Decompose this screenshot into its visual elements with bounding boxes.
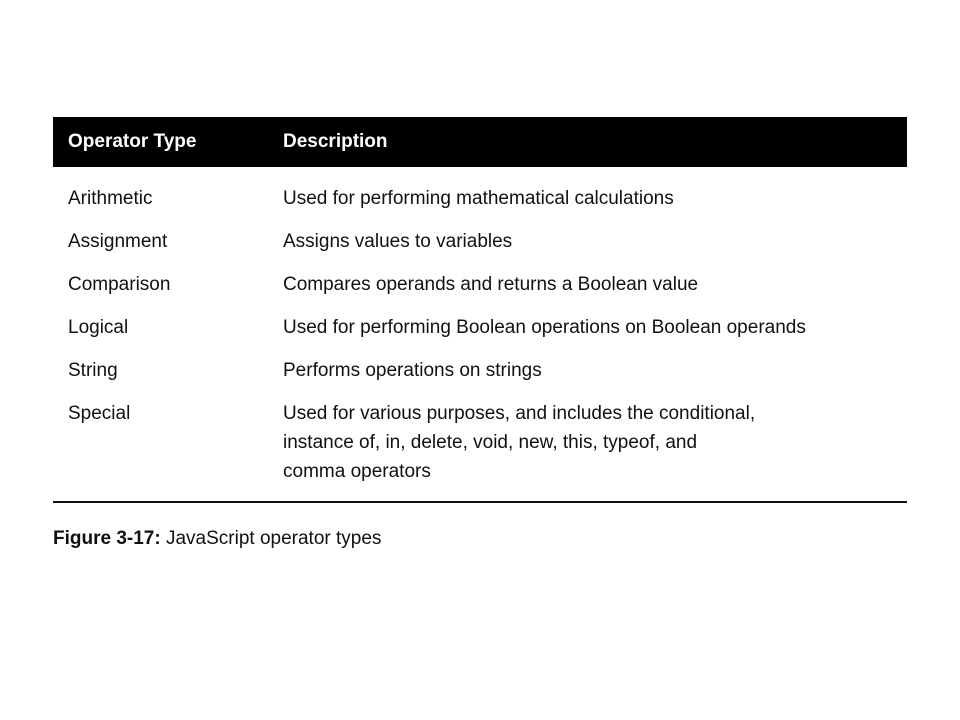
row-operator-type: Logical (68, 317, 129, 338)
table-row (53, 392, 907, 501)
header-description: Description (283, 131, 388, 152)
row-operator-type: String (68, 360, 118, 381)
header-operator-type: Operator Type (68, 131, 197, 152)
caption-label: Figure 3-17: (53, 528, 161, 549)
figure-caption (53, 528, 907, 550)
row-operator-type: Comparison (68, 274, 171, 295)
table-header-row (53, 117, 907, 167)
row-description: Performs operations on strings (283, 360, 542, 381)
table-row (53, 167, 907, 220)
description-line: comma operators (283, 461, 431, 482)
row-description: Used for performing Boolean operations on Boolean operands (283, 317, 806, 338)
description-line: instance of, in, delete, void, new, this, typeof, and (283, 432, 698, 453)
row-operator-type: Special (68, 403, 131, 424)
caption-text: JavaScript operator types (160, 528, 382, 549)
table-row (53, 263, 907, 306)
row-description: Assigns values to variables (283, 231, 513, 252)
table-row (53, 306, 907, 349)
row-description: Compares operands and returns a Boolean value (283, 274, 699, 295)
figure (53, 117, 907, 550)
table-bottom-rule (53, 501, 907, 503)
row-description: Used for performing mathematical calculations (283, 188, 674, 209)
operator-types-table (53, 117, 907, 501)
description-line: Used for various purposes, and includes the conditional, (283, 403, 756, 424)
row-operator-type: Assignment (68, 231, 168, 252)
table-row (53, 349, 907, 392)
table-row (53, 220, 907, 263)
row-description (268, 392, 907, 501)
row-operator-type: Arithmetic (68, 188, 153, 209)
